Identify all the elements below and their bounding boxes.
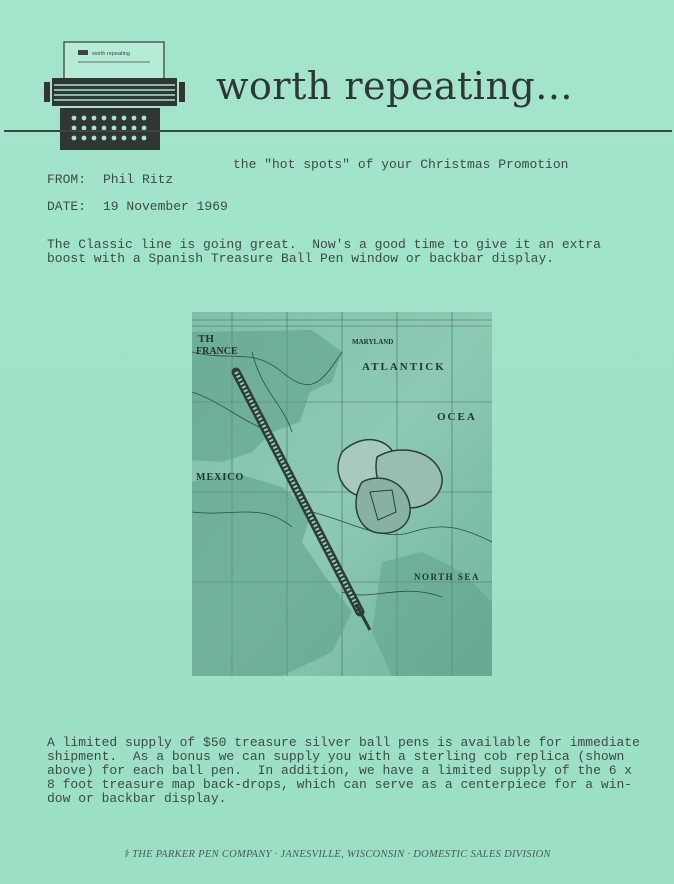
date-label: DATE: — [47, 199, 87, 214]
date-value: 19 November 1969 — [103, 199, 228, 214]
from-label: FROM: — [47, 172, 87, 187]
treasure-map-photo — [192, 312, 492, 676]
masthead-title: worth repeating... — [216, 64, 573, 108]
logo-paper-text: worth repeating — [92, 51, 130, 57]
map-label-th: TH — [198, 333, 214, 345]
map-label-france: FRANCE — [196, 346, 238, 357]
company-footer: ⚕ THE PARKER PEN COMPANY · JANESVILLE, WISCONSIN · DOMESTIC SALES DIVISION — [123, 849, 551, 860]
from-value: Phil Ritz — [103, 172, 174, 187]
map-label-maryland: MARYLAND — [352, 338, 394, 346]
typewriter-icon — [42, 40, 187, 152]
from-field — [47, 172, 173, 187]
map-label-ocean: OCEA — [437, 411, 477, 423]
map-label-atlantick: ATLANTICK — [362, 361, 446, 373]
date-field — [47, 199, 228, 214]
intro-paragraph: The Classic line is going great. Now's a good time to give it an extra boost with a Spanish Treasure Ball Pen window or backbar display. — [47, 237, 601, 266]
map-label-mexico: MEXICO — [196, 472, 245, 483]
body-paragraph: A limited supply of $50 treasure silver ball pens is available for immediate shipment. As a bonus we can supply you with a sterling cob replica (shown above) for each ball pen. In addition, we have a limited supply of the 6 x 8 foot treasure map back-drops, which can serve as a centerpiece for a win- dow or backbar display. — [47, 735, 640, 806]
memo-subtitle: the "hot spots" of your Christmas Promotion — [233, 157, 569, 172]
map-label-north-sea: NORTH SEA — [414, 572, 480, 582]
masthead-divider — [4, 130, 672, 132]
